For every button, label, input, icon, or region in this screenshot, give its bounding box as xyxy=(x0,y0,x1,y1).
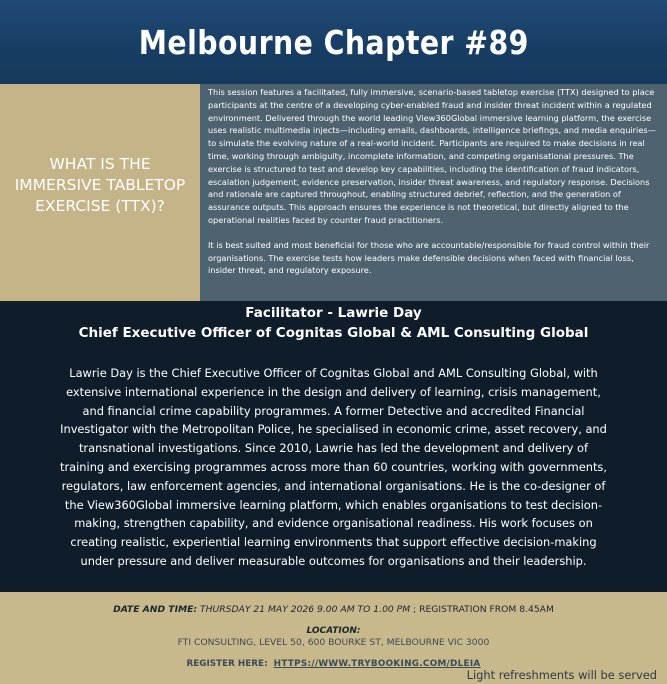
facilitator-section xyxy=(0,301,667,592)
location-label: LOCATION: xyxy=(306,626,361,636)
ttx-heading-panel xyxy=(0,84,200,301)
ttx-description-panel xyxy=(200,84,667,301)
registration-note: ; REGISTRATION FROM 8.45AM xyxy=(413,604,554,615)
ttx-paragraph-2: It is best suited and most beneficial for those who are accountable/responsible for fraud control within their organisations. The exercise tests how leaders make defensible decisions when faced with financial loss, insider threat, and regulatory exposure. xyxy=(208,239,650,276)
facilitator-bio: Lawrie Day is the Chief Executive Officer of Cognitas Global and AML Consulting Global, with extensive international experience in the design and delivery of learning, crisis management, and financial crime capability programmes. A former Detective and accredited Financial Investigator with the Metropolitan Police, he specialised in economic crime, asset recovery, and transnational investigations. Since 2010, Lawrie has led the development and delivery of training and exercising programmes across more than 60 countries, working with governments, regulators, law enforcement agencies, and international organisations. He is the co-designer of the View360Global immersive learning platform, which enables organisations to test decision-making, strengthen capability, and evidence organisational readiness. His work focuses on creating realistic, experiential learning environments that support effective decision-making under pressure and deliver measurable outcomes for organisations and their leadership. xyxy=(60,366,607,568)
date-time-line xyxy=(0,604,667,616)
facilitator-name: Facilitator - Lawrie Day xyxy=(245,305,422,321)
refreshments-note: Light refreshments will be served xyxy=(466,668,657,682)
ttx-paragraph-1: This session features a facilitated, fully immersive, scenario-based tabletop exercise (TTX) designed to place participants at the centre of a developing cyber-enabled fraud and insider threat incident within a regulated environment. Delivered through the world leading View360Global immersive learning platform, the exercise uses realistic multimedia injects—including emails, dashboards, intelligence briefings, and media enquiries—to simulate the evolving nature of a real-world incident. Participants are required to make decisions in real time, working through ambiguity, incomplete information, and competing organisational pressures. The exercise is structured to test and develop key capabilities, including the identification of fraud indicators, escalation judgement, evidence preservation, insider threat awareness, and regulatory response. Decisions and rationale are captured throughout, enabling structured debrief, reflection, and the generation of assurance outputs. This approach ensures the experience is not theoretical, but directly aligned to the operational realities faced by counter fraud practitioners. xyxy=(208,87,656,225)
ttx-heading: WHAT IS THE IMMERSIVE TABLETOP EXERCISE (TTX)? xyxy=(14,155,186,215)
facilitator-role: Chief Executive Officer of Cognitas Global & AML Consulting Global xyxy=(78,325,589,341)
event-details xyxy=(0,592,667,684)
page-title: Melbourne Chapter #89 xyxy=(138,22,529,62)
register-label: REGISTER HERE: xyxy=(186,659,268,669)
date-value: THURSDAY 21 MAY 2026 9.00 AM TO 1.00 PM xyxy=(200,604,411,615)
register-link[interactable]: HTTPS://WWW.TRYBOOKING.COM/DLEIA xyxy=(273,659,481,669)
page-header xyxy=(0,0,667,84)
date-label: DATE AND TIME: xyxy=(113,604,198,615)
location-value: FTI CONSULTING, LEVEL 50, 600 BOURKE ST, MELBOURNE VIC 3000 xyxy=(177,637,490,648)
